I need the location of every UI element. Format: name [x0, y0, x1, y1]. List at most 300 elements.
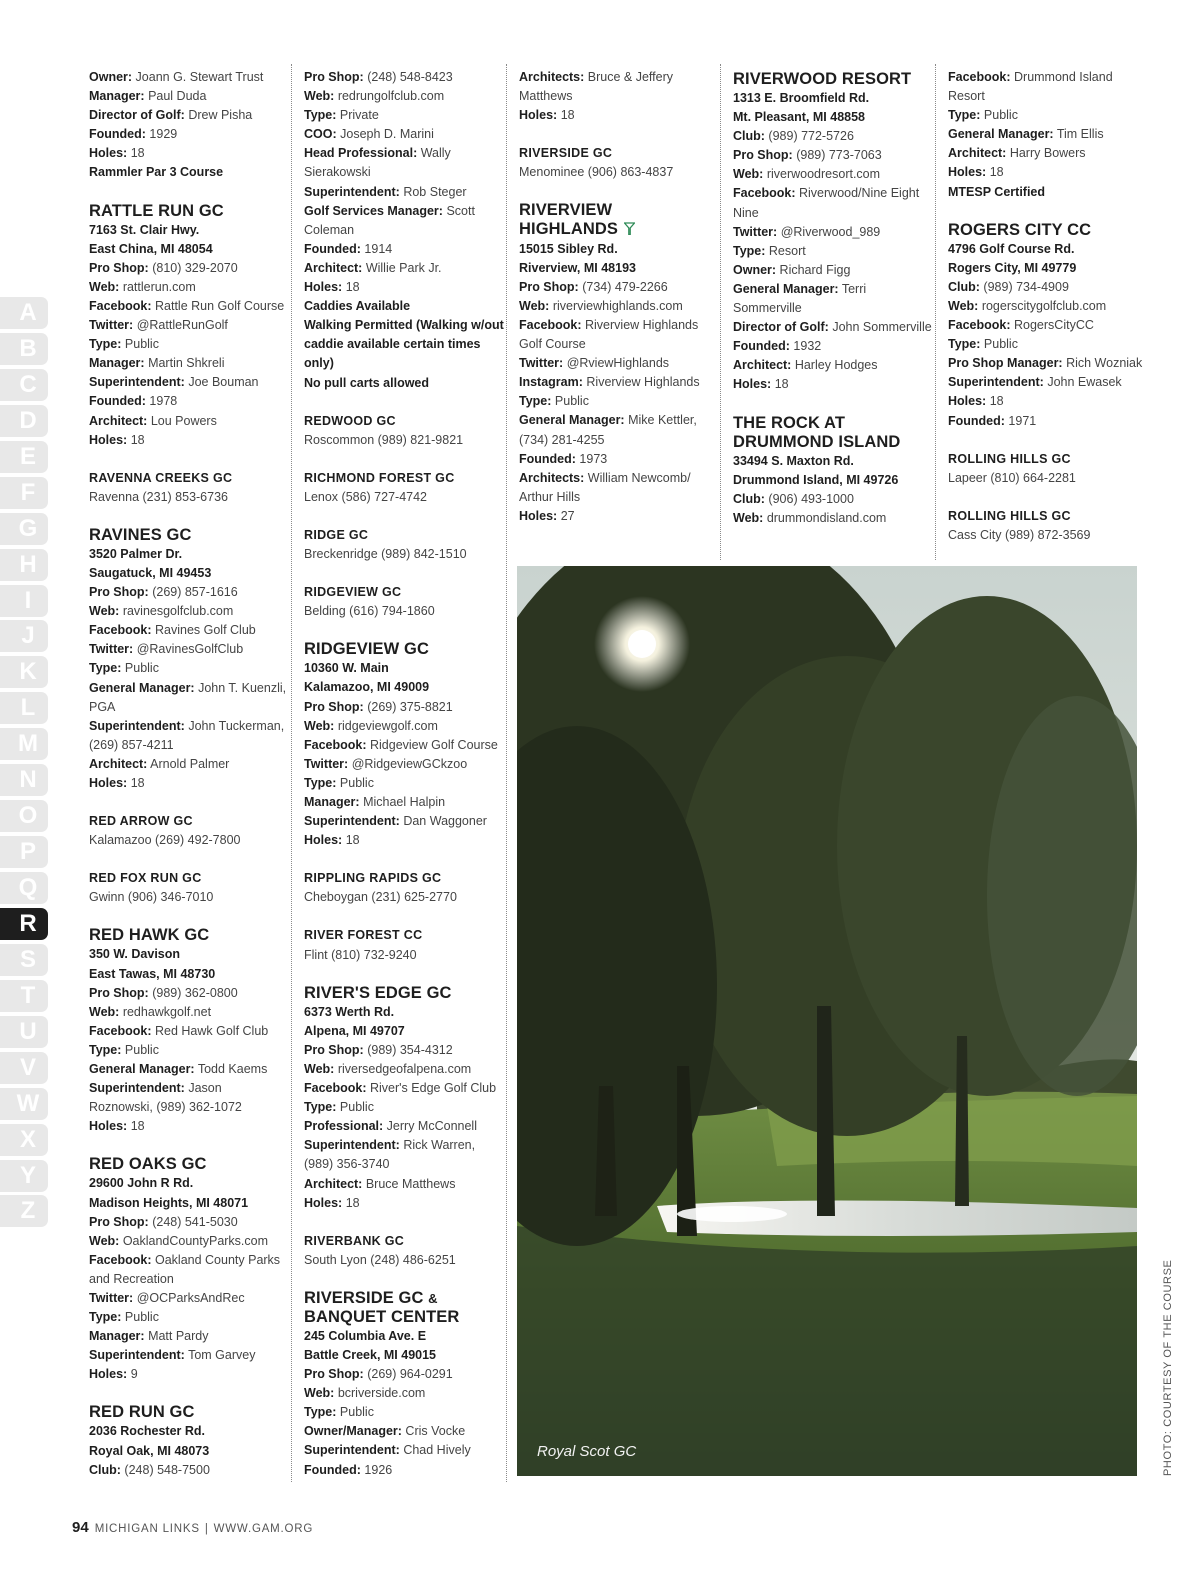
detail-line	[304, 1136, 504, 1174]
detail-value[interactable]: redhawkgolf.net	[122, 1004, 212, 1019]
detail-line	[733, 242, 933, 261]
detail-label: Pro Shop:	[733, 148, 793, 163]
directory-column-5	[948, 68, 1148, 564]
alphabet-tab-b[interactable]: B	[0, 333, 48, 365]
detail-label: Superintendent:	[304, 1138, 400, 1153]
detail-value: Public	[554, 394, 589, 409]
detail-line	[304, 1251, 504, 1270]
detail-label: Type:	[89, 1042, 122, 1057]
detail-value: Michael Halpin	[363, 795, 446, 809]
detail-line	[89, 278, 289, 297]
detail-label: Type:	[948, 337, 981, 352]
detail-line	[519, 354, 719, 373]
course-name	[89, 469, 289, 488]
course-name-text: RIDGEVIEW GC	[304, 585, 402, 600]
detail-line	[304, 755, 504, 774]
detail-line	[89, 68, 289, 87]
detail-label: Superintendent:	[89, 375, 185, 390]
course-name-text-line2: HIGHLANDS	[519, 220, 618, 239]
detail-label: Manager:	[304, 795, 360, 809]
alphabet-tab-f[interactable]: F	[0, 477, 48, 509]
detail-value: Resort	[768, 243, 806, 258]
course-name-text: RICHMOND FOREST GC	[304, 470, 455, 485]
course-name-text: RED HAWK GC	[89, 926, 210, 945]
detail-line	[304, 183, 504, 202]
detail-line	[304, 736, 504, 755]
detail-line	[304, 488, 504, 507]
alphabet-tab-t[interactable]: T	[0, 980, 48, 1012]
detail-value: 18	[130, 1119, 145, 1134]
course-entry	[948, 450, 1148, 488]
course-name-text: RIVERWOOD RESORT	[733, 70, 912, 88]
detail-label: Superintendent:	[304, 814, 400, 829]
detail-line	[519, 469, 719, 507]
detail-line	[304, 1194, 504, 1213]
alphabet-tab-c[interactable]: C	[0, 369, 48, 401]
detail-value: 1929	[149, 127, 178, 142]
course-name	[304, 469, 504, 488]
detail-line	[733, 146, 933, 165]
detail-label: Holes:	[89, 146, 128, 161]
course-name	[89, 526, 289, 545]
course-entry	[304, 68, 504, 393]
detail-label: Web:	[733, 510, 764, 525]
detail-label: Holes:	[89, 1367, 128, 1382]
course-name	[948, 507, 1148, 526]
detail-line	[948, 316, 1148, 335]
detail-value: Harley Hodges	[794, 358, 878, 373]
detail-value: (734) 479-2266	[582, 279, 668, 294]
detail-line	[304, 1175, 504, 1194]
alphabet-tab-y[interactable]: Y	[0, 1160, 48, 1192]
detail-line	[304, 831, 504, 850]
alphabet-tab-l[interactable]: L	[0, 692, 48, 724]
detail-value[interactable]: rattlerun.com	[122, 279, 196, 294]
detail-value[interactable]: bcriverside.com	[337, 1386, 426, 1401]
detail-value: 18	[989, 394, 1004, 409]
detail-line	[948, 183, 1148, 202]
detail-value: Drew Pisha	[188, 108, 253, 123]
detail-value: John Sommerville	[832, 320, 932, 335]
detail-value: Public	[983, 337, 1018, 352]
detail-line	[89, 412, 289, 431]
detail-line	[304, 1365, 504, 1384]
course-name-text: RIVERSIDE GC	[304, 1288, 424, 1307]
course-entry	[304, 926, 504, 964]
detail-label: General Manager:	[89, 1062, 195, 1077]
course-entry	[304, 869, 504, 907]
detail-line	[304, 946, 504, 965]
detail-label: Superintendent:	[304, 184, 400, 199]
detail-value: Chad Hively	[403, 1443, 471, 1458]
detail-label: Pro Shop:	[304, 70, 364, 84]
detail-line	[89, 106, 289, 125]
detail-value: Menominee (906) 863-4837	[519, 165, 674, 180]
course-entry	[89, 526, 289, 793]
detail-value[interactable]: ravinesgolfclub.com	[122, 604, 234, 619]
detail-line	[733, 337, 933, 356]
alphabet-tab-q[interactable]: Q	[0, 872, 48, 904]
detail-value: Tim Ellis	[1056, 127, 1104, 142]
alphabet-tab-i[interactable]: I	[0, 585, 48, 617]
detail-label: Facebook:	[89, 1023, 152, 1038]
course-name	[948, 450, 1148, 469]
detail-label: Pro Shop:	[304, 1367, 364, 1382]
detail-value: (248) 548-7500	[124, 1462, 210, 1477]
detail-label: Holes:	[519, 108, 558, 123]
detail-line	[519, 278, 719, 297]
detail-value: Red Hawk Golf Club	[155, 1023, 269, 1038]
detail-value[interactable]: ridgeviewgolf.com	[337, 718, 438, 733]
detail-value: Cass City (989) 872-3569	[948, 527, 1091, 542]
detail-label: Club:	[733, 129, 765, 144]
detail-label: Golf Services Manager:	[304, 203, 443, 218]
course-entry	[89, 469, 289, 507]
alphabet-tab-u[interactable]: U	[0, 1016, 48, 1048]
detail-label: Facebook:	[948, 70, 1011, 84]
course-address: 1313 E. Broomfield Rd.	[733, 91, 870, 105]
course-name-text: RIVER FOREST CC	[304, 928, 423, 943]
detail-value: Rich Wozniak	[1066, 356, 1143, 371]
detail-line	[948, 278, 1148, 297]
detail-value: 1971	[1008, 413, 1037, 428]
course-entry	[304, 469, 504, 507]
directory-column-2	[304, 68, 504, 1499]
course-address: 3520 Palmer Dr.	[89, 546, 183, 561]
course-name	[89, 1155, 289, 1174]
detail-value: Flint (810) 732-9240	[304, 947, 417, 962]
detail-label: Rammler Par 3 Course	[89, 165, 224, 180]
detail-label: Architect:	[304, 260, 363, 275]
detail-line	[89, 1232, 289, 1251]
alphabet-tab-h[interactable]: H	[0, 549, 48, 581]
detail-label: Superintendent:	[89, 1348, 185, 1363]
detail-line	[304, 297, 504, 316]
detail-line	[304, 812, 504, 831]
detail-label: Facebook:	[89, 623, 152, 638]
detail-value[interactable]: drummondisland.com	[766, 510, 887, 525]
detail-line	[304, 68, 504, 87]
detail-label: Facebook:	[948, 318, 1011, 333]
detail-value: Private	[339, 108, 379, 123]
detail-value: (989) 362-0800	[152, 985, 238, 1000]
alphabet-tab-a[interactable]: A	[0, 297, 48, 329]
course-entry	[89, 202, 289, 450]
detail-value: John Tuckerman, (269) 857-4211	[89, 718, 285, 752]
detail-line	[304, 87, 504, 106]
detail-label: MTESP Certified	[948, 184, 1046, 199]
detail-label: Pro Shop:	[89, 260, 149, 275]
detail-line	[304, 545, 504, 564]
detail-label: Pro Shop:	[519, 279, 579, 294]
course-name	[304, 984, 504, 1003]
detail-label: Founded:	[89, 394, 146, 409]
detail-value: Ridgeview Golf Course	[370, 737, 498, 752]
detail-line	[89, 1079, 289, 1117]
detail-value: Cris Vocke	[405, 1424, 466, 1439]
alphabet-tab-r[interactable]: R	[0, 908, 48, 940]
course-entry	[948, 68, 1148, 202]
course-name	[304, 869, 504, 888]
detail-label: Pro Shop:	[89, 985, 149, 1000]
detail-line	[304, 602, 504, 621]
detail-value: Public	[339, 775, 374, 790]
course-address: 245 Columbia Ave. E	[304, 1328, 427, 1343]
detail-label: Web:	[89, 604, 120, 619]
detail-line	[89, 1213, 289, 1232]
alphabet-tab-w[interactable]: W	[0, 1088, 48, 1120]
alphabet-tab-d[interactable]: D	[0, 405, 48, 437]
detail-label: Club:	[733, 491, 765, 506]
alphabet-tab-p[interactable]: P	[0, 836, 48, 868]
detail-value: Joann G. Stewart Trust	[135, 70, 264, 84]
detail-line	[89, 1003, 289, 1022]
course-address: 15015 Sibley Rd.	[519, 241, 618, 256]
detail-value: Arnold Palmer	[150, 756, 230, 771]
detail-line	[89, 640, 289, 659]
detail-line	[948, 526, 1148, 545]
course-address: 10360 W. Main	[304, 661, 389, 676]
course-entry	[89, 869, 289, 907]
detail-label: Owner/Manager:	[304, 1424, 402, 1439]
detail-label: Holes:	[948, 394, 987, 409]
detail-value: (906) 493-1000	[768, 491, 854, 506]
course-name	[89, 869, 289, 888]
alphabet-tab-z[interactable]: Z	[0, 1195, 48, 1227]
course-entry	[733, 70, 933, 395]
detail-line	[89, 755, 289, 774]
detail-line	[304, 1441, 504, 1460]
detail-line	[89, 679, 289, 717]
detail-line	[304, 717, 504, 736]
detail-label: Architect:	[89, 756, 148, 771]
detail-line	[948, 354, 1148, 373]
course-entry	[89, 68, 289, 183]
detail-line	[89, 125, 289, 144]
detail-value: 18	[130, 776, 145, 790]
detail-line	[948, 297, 1148, 316]
alphabet-tab-m[interactable]: M	[0, 728, 48, 760]
detail-line	[948, 469, 1148, 488]
detail-value: Richard Figg	[779, 262, 851, 277]
detail-line	[304, 1060, 504, 1079]
detail-value: Bruce & Jeffery Matthews	[519, 70, 674, 104]
detail-value: John T. Kuenzli, PGA	[89, 680, 287, 714]
alphabet-tab-v[interactable]: V	[0, 1052, 48, 1084]
course-name	[519, 144, 719, 163]
detail-line	[89, 984, 289, 1003]
detail-label: Head Professional:	[304, 146, 418, 161]
detail-value: Roscommon (989) 821-9821	[304, 432, 464, 447]
course-address: 4796 Golf Course Rd.	[948, 241, 1075, 256]
course-name-text: RIVERBANK GC	[304, 1233, 405, 1248]
course-entry	[89, 926, 289, 1136]
detail-line	[89, 1060, 289, 1079]
course-address: 6373 Werth Rd.	[304, 1004, 395, 1019]
course-name	[304, 1232, 504, 1251]
detail-line	[304, 106, 504, 125]
detail-label: Founded:	[304, 1462, 361, 1477]
course-name-text: RIVER'S EDGE GC	[304, 983, 452, 1002]
detail-value: 1973	[579, 451, 608, 466]
detail-value[interactable]: riverviewhighlands.com	[552, 298, 683, 313]
detail-label: Holes:	[304, 280, 343, 295]
detail-label: Web:	[89, 1233, 120, 1248]
detail-label: General Manager:	[733, 281, 839, 296]
course-entry	[89, 1155, 289, 1384]
course-entry	[304, 640, 504, 850]
detail-label: Facebook:	[304, 737, 367, 752]
detail-label: General Manager:	[519, 413, 625, 428]
detail-value[interactable]: riverwoodresort.com	[766, 167, 881, 182]
detail-value[interactable]: riversedgeofalpena.com	[337, 1061, 472, 1076]
detail-label: General Manager:	[948, 127, 1054, 142]
detail-line	[948, 412, 1148, 431]
detail-label: Club:	[89, 1462, 121, 1477]
detail-label: Holes:	[304, 1195, 343, 1210]
detail-value: John Ewasek	[1047, 375, 1122, 390]
alphabet-tab-s[interactable]: S	[0, 944, 48, 976]
detail-label: Superintendent:	[89, 718, 185, 733]
detail-value: (989) 734-4909	[983, 279, 1069, 294]
course-name-text: RED OAKS GC	[89, 1155, 207, 1174]
detail-value: Mike Kettler, (734) 281-4255	[519, 413, 697, 447]
detail-label: Superintendent:	[948, 375, 1044, 390]
course-address: Drummond Island, MI 49726	[733, 472, 899, 487]
course-name-text: RIVERVIEW	[519, 201, 613, 220]
detail-value: (248) 541-5030	[152, 1214, 238, 1229]
detail-value: (989) 354-4312	[367, 1042, 453, 1057]
alphabet-tab-n[interactable]: N	[0, 764, 48, 796]
detail-value: Ravenna (231) 853-6736	[89, 489, 228, 504]
photo-credit: PHOTO: COURTESY OF THE COURSE	[1162, 1259, 1174, 1476]
detail-label: Pro Shop:	[304, 1042, 364, 1057]
detail-line	[519, 450, 719, 469]
detail-value: Bruce Matthews	[365, 1176, 456, 1191]
detail-value: RogersCityCC	[1014, 318, 1094, 333]
detail-label: Holes:	[304, 833, 343, 848]
detail-line	[89, 335, 289, 354]
detail-value: Cheboygan (231) 625-2770	[304, 890, 457, 905]
detail-line	[733, 165, 933, 184]
detail-label: Holes:	[733, 377, 772, 392]
course-name	[304, 583, 504, 602]
detail-label: Holes:	[89, 776, 128, 790]
course-entry	[948, 507, 1148, 545]
detail-line	[519, 411, 719, 449]
detail-value: River's Edge Golf Club	[370, 1081, 497, 1096]
course-name	[304, 1289, 504, 1327]
detail-value: @Riverwood_989	[780, 224, 881, 239]
detail-value: (269) 375-8821	[367, 699, 453, 714]
detail-label: Walking Permitted (Walking w/out caddie available certain times only)	[304, 318, 504, 371]
detail-label: Web:	[89, 1004, 120, 1019]
detail-value: (248) 548-8423	[367, 70, 453, 84]
detail-label: Architect:	[304, 1176, 363, 1191]
detail-label: Facebook:	[519, 317, 582, 332]
detail-label: Type:	[948, 108, 981, 123]
course-name	[304, 640, 504, 659]
detail-line	[89, 1041, 289, 1060]
alphabet-tab-j[interactable]: J	[0, 620, 48, 652]
detail-value: Public	[339, 1405, 374, 1420]
detail-label: Architect:	[733, 358, 792, 373]
course-name-text: ROLLING HILLS GC	[948, 451, 1071, 466]
detail-line	[948, 373, 1148, 392]
detail-value: Harry Bowers	[1009, 146, 1086, 161]
detail-line	[733, 490, 933, 509]
detail-value: 1914	[364, 241, 393, 256]
detail-line	[304, 278, 504, 297]
detail-value: 18	[345, 280, 360, 295]
detail-line	[89, 1346, 289, 1365]
website-link[interactable]: WWW.GAM.ORG	[213, 1523, 314, 1535]
alphabet-tab-g[interactable]: G	[0, 513, 48, 545]
detail-value: Tom Garvey	[188, 1348, 256, 1363]
detail-label: Web:	[304, 1386, 335, 1401]
directory-column-3	[519, 68, 719, 545]
detail-value: Riverview Highlands Golf Course	[519, 317, 699, 352]
alphabet-tab-x[interactable]: X	[0, 1124, 48, 1156]
detail-label: Pro Shop:	[89, 1214, 149, 1229]
course-name	[89, 202, 289, 221]
detail-value: Public	[124, 1042, 159, 1057]
course-address: 7163 St. Clair Hwy.	[89, 222, 200, 237]
page-number: 94	[72, 1519, 89, 1536]
detail-label: Manager:	[89, 89, 145, 104]
detail-line	[948, 144, 1148, 163]
detail-label: Facebook:	[304, 1081, 367, 1096]
course-address: East China, MI 48054	[89, 241, 213, 256]
detail-value: Scott Coleman	[304, 203, 475, 237]
course-name	[89, 926, 289, 945]
detail-value[interactable]: rogerscitygolfclub.com	[981, 298, 1107, 313]
alphabet-tab-k[interactable]: K	[0, 656, 48, 688]
detail-label: Type:	[304, 775, 337, 790]
course-name-text: RIPPLING RAPIDS GC	[304, 871, 442, 886]
detail-label: Web:	[519, 298, 550, 313]
detail-line	[733, 318, 933, 337]
detail-line	[89, 354, 289, 373]
detail-line	[89, 316, 289, 335]
course-name-text: RED RUN GC	[89, 1403, 195, 1422]
detail-value: Dan Waggoner	[403, 814, 487, 829]
course-address: 29600 John R Rd.	[89, 1176, 194, 1191]
detail-label: Holes:	[89, 432, 128, 447]
tee-flag-icon	[624, 221, 635, 240]
detail-value[interactable]: redrungolfclub.com	[337, 89, 445, 104]
detail-label: Director of Golf:	[733, 320, 829, 335]
course-entry	[304, 412, 504, 450]
course-address: East Tawas, MI 48730	[89, 966, 216, 981]
detail-label: Caddies Available	[304, 299, 411, 314]
detail-line	[89, 163, 289, 182]
detail-label: Type:	[304, 1405, 337, 1420]
detail-label: Superintendent:	[304, 1443, 400, 1458]
golf-course-trees-image	[517, 566, 1137, 1476]
detail-value: (989) 772-5726	[768, 129, 854, 144]
detail-value[interactable]: OaklandCountyParks.com	[122, 1233, 269, 1248]
detail-label: Founded:	[304, 241, 361, 256]
course-name-text: RIVERSIDE GC	[519, 146, 613, 161]
alphabet-tab-o[interactable]: O	[0, 800, 48, 832]
detail-value: Terri Sommerville	[733, 281, 867, 316]
page-footer	[72, 1519, 313, 1536]
detail-value: Breckenridge (989) 842-1510	[304, 547, 467, 562]
detail-value: Joe Bouman	[188, 375, 259, 390]
course-address: 2036 Rochester Rd.	[89, 1424, 206, 1439]
alphabet-tab-e[interactable]: E	[0, 441, 48, 473]
